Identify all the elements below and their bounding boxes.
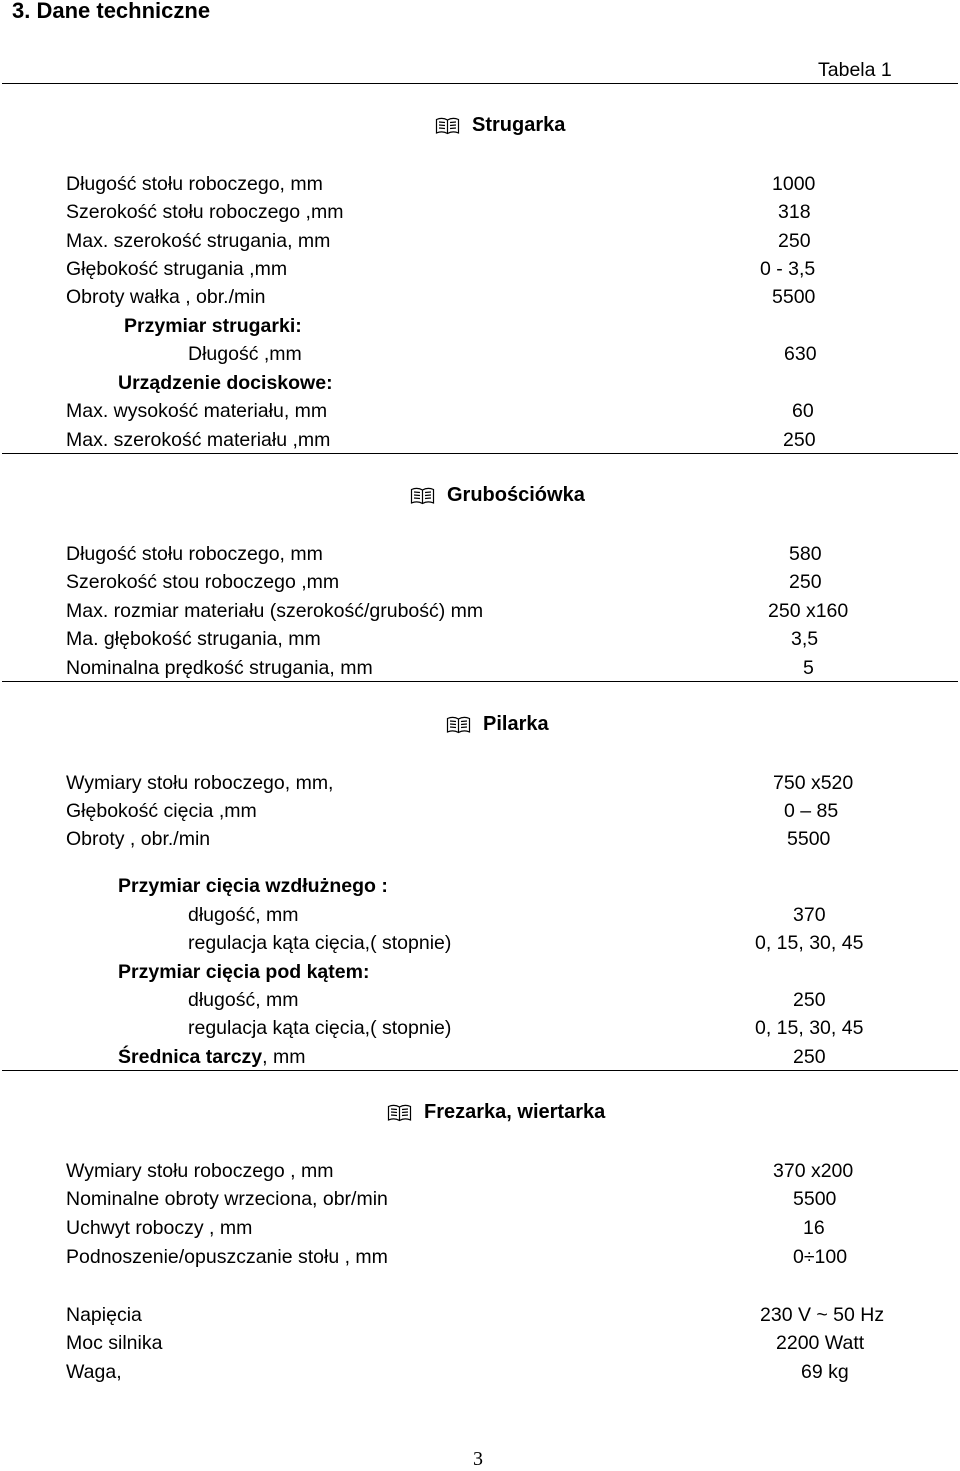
spec-value: 1000 [772, 173, 816, 195]
spec-value: 69 kg [801, 1361, 849, 1383]
spec-value: 250 [789, 571, 822, 593]
subsection-label: Urządzenie dociskowe: [118, 372, 333, 394]
spec-value: 370 x200 [773, 1160, 854, 1182]
open-book-icon [410, 487, 435, 505]
spec-value: 250 [793, 989, 826, 1011]
divider [2, 681, 958, 682]
spec-value: 3,5 [791, 628, 819, 650]
spec-value: 230 V ~ 50 Hz [760, 1304, 885, 1326]
spec-label: Waga, [66, 1361, 122, 1383]
section-heading-pilarka [446, 713, 549, 736]
spec-value: 5500 [772, 286, 816, 308]
spec-label: Głębokość strugania ,mm [66, 258, 288, 280]
page-title: 3. Dane techniczne [12, 0, 211, 23]
diameter-label-bold: Średnica tarczy [118, 1046, 263, 1068]
spec-value: 250 [793, 1046, 826, 1068]
divider [2, 83, 958, 84]
spec-label: Nominalna prędkość strugania, mm [66, 657, 373, 679]
spec-value: 630 [784, 343, 817, 365]
spec-label-diameter [118, 1045, 305, 1069]
spec-value: 250 [778, 230, 811, 252]
diameter-label-unit: , mm [262, 1046, 306, 1068]
spec-value: 318 [778, 201, 811, 223]
spec-value: 0, 15, 30, 45 [755, 1017, 864, 1039]
spec-label: Napięcia [66, 1304, 142, 1326]
section-title: Frezarka, wiertarka [424, 1101, 606, 1123]
spec-label: Wymiary stołu roboczego, mm, [66, 772, 334, 794]
spec-value: 250 x160 [768, 600, 849, 622]
spec-label: regulacja kąta cięcia,( stopnie) [188, 932, 452, 954]
open-book-icon [435, 117, 460, 135]
spec-label: Max. rozmiar materiału (szerokość/grubość) mm [66, 600, 484, 622]
subsection-label: Przymiar cięcia wzdłużnego : [118, 875, 388, 897]
spec-value: 5 [803, 657, 814, 679]
spec-value: 250 [783, 429, 816, 451]
spec-value: 580 [789, 543, 822, 565]
spec-value: 0 - 3,5 [760, 258, 816, 280]
spec-label: Moc silnika [66, 1332, 163, 1354]
spec-value: 60 [792, 400, 814, 422]
spec-value: 0 – 85 [784, 800, 839, 822]
spec-label: Obroty wałka , obr./min [66, 286, 266, 308]
spec-label: Uchwyt roboczy , mm [66, 1217, 253, 1239]
spec-label: Podnoszenie/opuszczanie stołu , mm [66, 1246, 388, 1268]
spec-label: Nominalne obroty wrzeciona, obr/min [66, 1188, 388, 1210]
spec-label: Długość ,mm [188, 343, 302, 365]
table-label: Tabela 1 [818, 59, 892, 81]
divider [2, 453, 958, 454]
subsection-label: Przymiar strugarki: [124, 315, 302, 337]
spec-label: Głębokość cięcia ,mm [66, 800, 257, 822]
spec-value: 16 [803, 1217, 825, 1239]
spec-label: Max. szerokość strugania, mm [66, 230, 331, 252]
divider [2, 1070, 958, 1071]
spec-label: Szerokość stou roboczego ,mm [66, 571, 340, 593]
spec-label: Max. szerokość materiału ,mm [66, 429, 331, 451]
open-book-icon [387, 1104, 412, 1122]
spec-label: Ma. głębokość strugania, mm [66, 628, 321, 650]
section-title: Strugarka [472, 114, 566, 136]
spec-label: długość, mm [188, 904, 299, 926]
spec-value: 750 x520 [773, 772, 854, 794]
spec-value: 5500 [793, 1188, 837, 1210]
spec-label: regulacja kąta cięcia,( stopnie) [188, 1017, 452, 1039]
spec-value: 0, 15, 30, 45 [755, 932, 864, 954]
open-book-icon [446, 716, 471, 734]
spec-value: 5500 [787, 828, 831, 850]
section-title: Grubościówka [447, 484, 585, 506]
spec-label: Szerokość stołu roboczego ,mm [66, 201, 344, 223]
page-number: 3 [473, 1448, 483, 1470]
spec-value: 0÷100 [793, 1246, 848, 1268]
spec-label: Długość stołu roboczego, mm [66, 173, 323, 195]
subsection-label: Przymiar cięcia pod kątem: [118, 961, 370, 983]
section-heading-grubosciowka [410, 484, 585, 507]
spec-label: długość, mm [188, 989, 299, 1011]
spec-label: Max. wysokość materiału, mm [66, 400, 328, 422]
spec-value: 2200 Watt [776, 1332, 865, 1354]
spec-label: Długość stołu roboczego, mm [66, 543, 323, 565]
spec-label: Obroty , obr./min [66, 828, 211, 850]
section-heading-strugarka [435, 114, 565, 137]
section-heading-frezarka [387, 1101, 605, 1124]
spec-value: 370 [793, 904, 826, 926]
section-title: Pilarka [483, 713, 549, 735]
spec-label: Wymiary stołu roboczego , mm [66, 1160, 334, 1182]
